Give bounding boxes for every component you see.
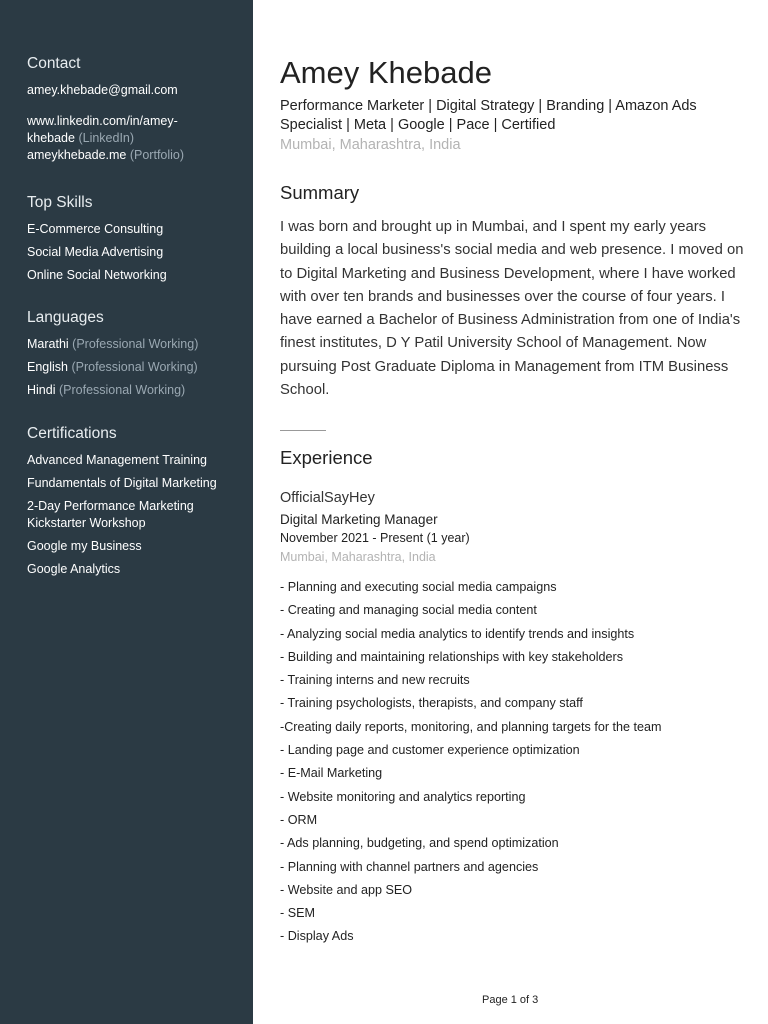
list-item: - E-Mail Marketing [280, 766, 383, 781]
list-item: - Planning and executing social media campaigns [280, 580, 557, 594]
language-name: English [27, 360, 68, 374]
candidate-location: Mumbai, Maharashtra, India [280, 137, 461, 153]
headline: Performance Marketer | Digital Strategy | Branding | Amazon Ads Specialist | Meta | Google | Pace | Certified [280, 98, 697, 133]
responsibilities-list [280, 576, 750, 949]
certification-item: Google my Business [27, 539, 142, 553]
linkedin-label: (LinkedIn) [78, 131, 135, 145]
page-number: Page 1 of 3 [482, 994, 539, 1006]
language-level: (Professional Working) [58, 383, 186, 397]
list-item: - Building and maintaining relationships with key stakeholders [280, 649, 624, 664]
job-location: Mumbai, Maharashtra, India [280, 550, 436, 564]
summary-heading: Summary [280, 182, 360, 203]
list-item: - SEM [280, 906, 315, 921]
sidebar [0, 0, 253, 1024]
linkedin-url-line2: khebade [27, 131, 75, 145]
list-item: - Website monitoring and analytics reporting [280, 789, 526, 804]
contact-heading: Contact [27, 55, 81, 72]
language-item [27, 359, 242, 376]
list-item: - Analyzing social media analytics to identify trends and insights [280, 626, 635, 641]
list-item: - Training psychologists, therapists, and company staff [280, 696, 583, 711]
job-title: Digital Marketing Manager [280, 512, 438, 527]
languages-section [27, 309, 242, 405]
list-item: - Creating and managing social media content [280, 603, 537, 618]
language-level: (Professional Working) [72, 337, 199, 351]
list-item: -Creating daily reports, monitoring, and planning targets for the team [280, 719, 662, 734]
language-name: Hindi [27, 383, 56, 397]
list-item: - Planning with channel partners and agencies [280, 859, 539, 874]
contact-section [27, 55, 242, 170]
certifications-heading: Certifications [27, 425, 117, 442]
skill-item: Social Media Advertising [27, 245, 164, 259]
linkedin-url-line1: www.linkedin.com/in/amey- [27, 114, 178, 128]
portfolio-link[interactable] [27, 147, 242, 164]
languages-heading: Languages [27, 309, 104, 326]
list-item: - Landing page and customer experience optimization [280, 743, 580, 758]
portfolio-url: ameykhebade.me [27, 148, 127, 162]
certifications-section [27, 425, 242, 584]
language-level: (Professional Working) [71, 360, 198, 374]
certification-item: Advanced Management Training [27, 453, 207, 467]
certification-item: Fundamentals of Digital Marketing [27, 476, 217, 490]
list-item: - Training interns and new recruits [280, 673, 470, 688]
top-skills-heading: Top Skills [27, 194, 93, 211]
top-skills-section [27, 194, 242, 290]
company-name: OfficialSayHey [280, 490, 375, 506]
language-name: Marathi [27, 337, 69, 351]
section-divider [280, 430, 326, 431]
certification-item: Google Analytics [27, 562, 121, 576]
portfolio-label: (Portfolio) [129, 148, 185, 162]
list-item: - Ads planning, budgeting, and spend optimization [280, 836, 559, 851]
candidate-name: Amey Khebade [280, 55, 492, 90]
linkedin-link[interactable] [27, 113, 242, 147]
skill-item: E-Commerce Consulting [27, 222, 164, 236]
language-item [27, 336, 242, 353]
job-dates: November 2021 - Present (1 year) [280, 531, 470, 545]
skill-item: Online Social Networking [27, 268, 167, 282]
experience-heading: Experience [280, 447, 373, 468]
list-item: - Display Ads [280, 929, 354, 944]
list-item: - Website and app SEO [280, 882, 413, 897]
email-link[interactable]: amey.khebade@gmail.com [27, 83, 178, 97]
language-item [27, 382, 242, 399]
certification-item: 2-Day Performance Marketing Kickstarter Workshop [27, 499, 194, 530]
list-item: - ORM [280, 812, 318, 827]
summary-text: I was born and brought up in Mumbai, and I spent my early years building a local business's social media and web presence. I moved on to Digital Marketing and Business Development, where I have worked with over ten brands and businesses over the course of four years. I have earned a Bachelor of Business Administration from one of India's finest institutes, D Y Patil University School of Management. Now pursuing Post Graduate Diploma in Management from ITM Business School. [280, 219, 744, 399]
